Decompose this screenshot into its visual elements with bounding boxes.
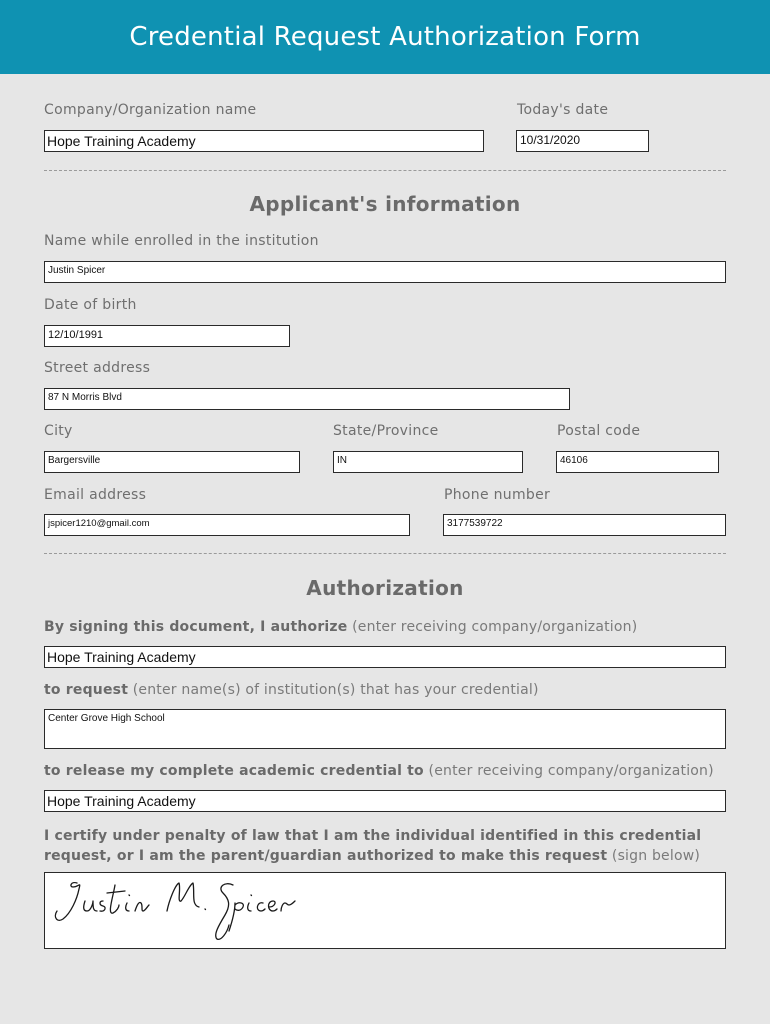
certify-hint: (sign below) — [611, 848, 701, 864]
date-label: Today's date — [517, 102, 609, 118]
institution-field[interactable]: Center Grove High School — [44, 709, 726, 749]
section-divider-2 — [44, 553, 726, 554]
request-text: to request — [44, 682, 129, 698]
certify-line-1: I certify under penalty of law that I am the individual identified in this credential — [44, 828, 702, 844]
signature-image — [49, 875, 349, 947]
company-name-field[interactable]: Hope Training Academy — [44, 130, 484, 152]
form-title: Credential Request Authorization Form — [129, 22, 641, 52]
name-label: Name while enrolled in the institution — [44, 233, 319, 249]
state-field[interactable]: IN — [333, 451, 523, 473]
release-statement — [44, 763, 714, 779]
phone-label: Phone number — [444, 487, 551, 503]
form-header — [0, 0, 770, 74]
release-hint: (enter receiving company/organization) — [428, 763, 714, 779]
applicant-section-title: Applicant's information — [249, 192, 521, 216]
phone-field[interactable]: 3177539722 — [443, 514, 726, 536]
email-label: Email address — [44, 487, 147, 503]
todays-date-field[interactable]: 10/31/2020 — [516, 130, 649, 152]
dob-label: Date of birth — [44, 297, 137, 313]
city-field[interactable]: Bargersville — [44, 451, 300, 473]
street-label: Street address — [44, 360, 151, 376]
release-text: to release my complete academic credential to — [44, 763, 424, 779]
section-divider — [44, 170, 726, 171]
postal-label: Postal code — [557, 423, 641, 439]
authorize-statement — [44, 619, 637, 635]
company-label: Company/Organization name — [44, 102, 257, 118]
email-field[interactable]: jspicer1210@gmail.com — [44, 514, 410, 536]
certify-line-2: request, or I am the parent/guardian authorized to make this request — [44, 848, 608, 864]
dob-field[interactable]: 12/10/1991 — [44, 325, 290, 347]
applicant-name-field[interactable]: Justin Spicer — [44, 261, 726, 283]
street-address-field[interactable]: 87 N Morris Blvd — [44, 388, 570, 410]
authorize-hint: (enter receiving company/organization) — [352, 619, 638, 635]
authorization-section-title: Authorization — [306, 576, 464, 600]
authorize-text: By signing this document, I authorize — [44, 619, 348, 635]
postal-code-field[interactable]: 46106 — [556, 451, 719, 473]
signature-field[interactable] — [44, 872, 726, 949]
state-label: State/Province — [333, 423, 439, 439]
city-label: City — [44, 423, 73, 439]
release-to-company-field[interactable]: Hope Training Academy — [44, 790, 726, 812]
authorized-company-field[interactable]: Hope Training Academy — [44, 646, 726, 668]
request-hint: (enter name(s) of institution(s) that has your credential) — [132, 682, 539, 698]
certify-statement — [44, 826, 701, 866]
request-statement — [44, 682, 539, 698]
